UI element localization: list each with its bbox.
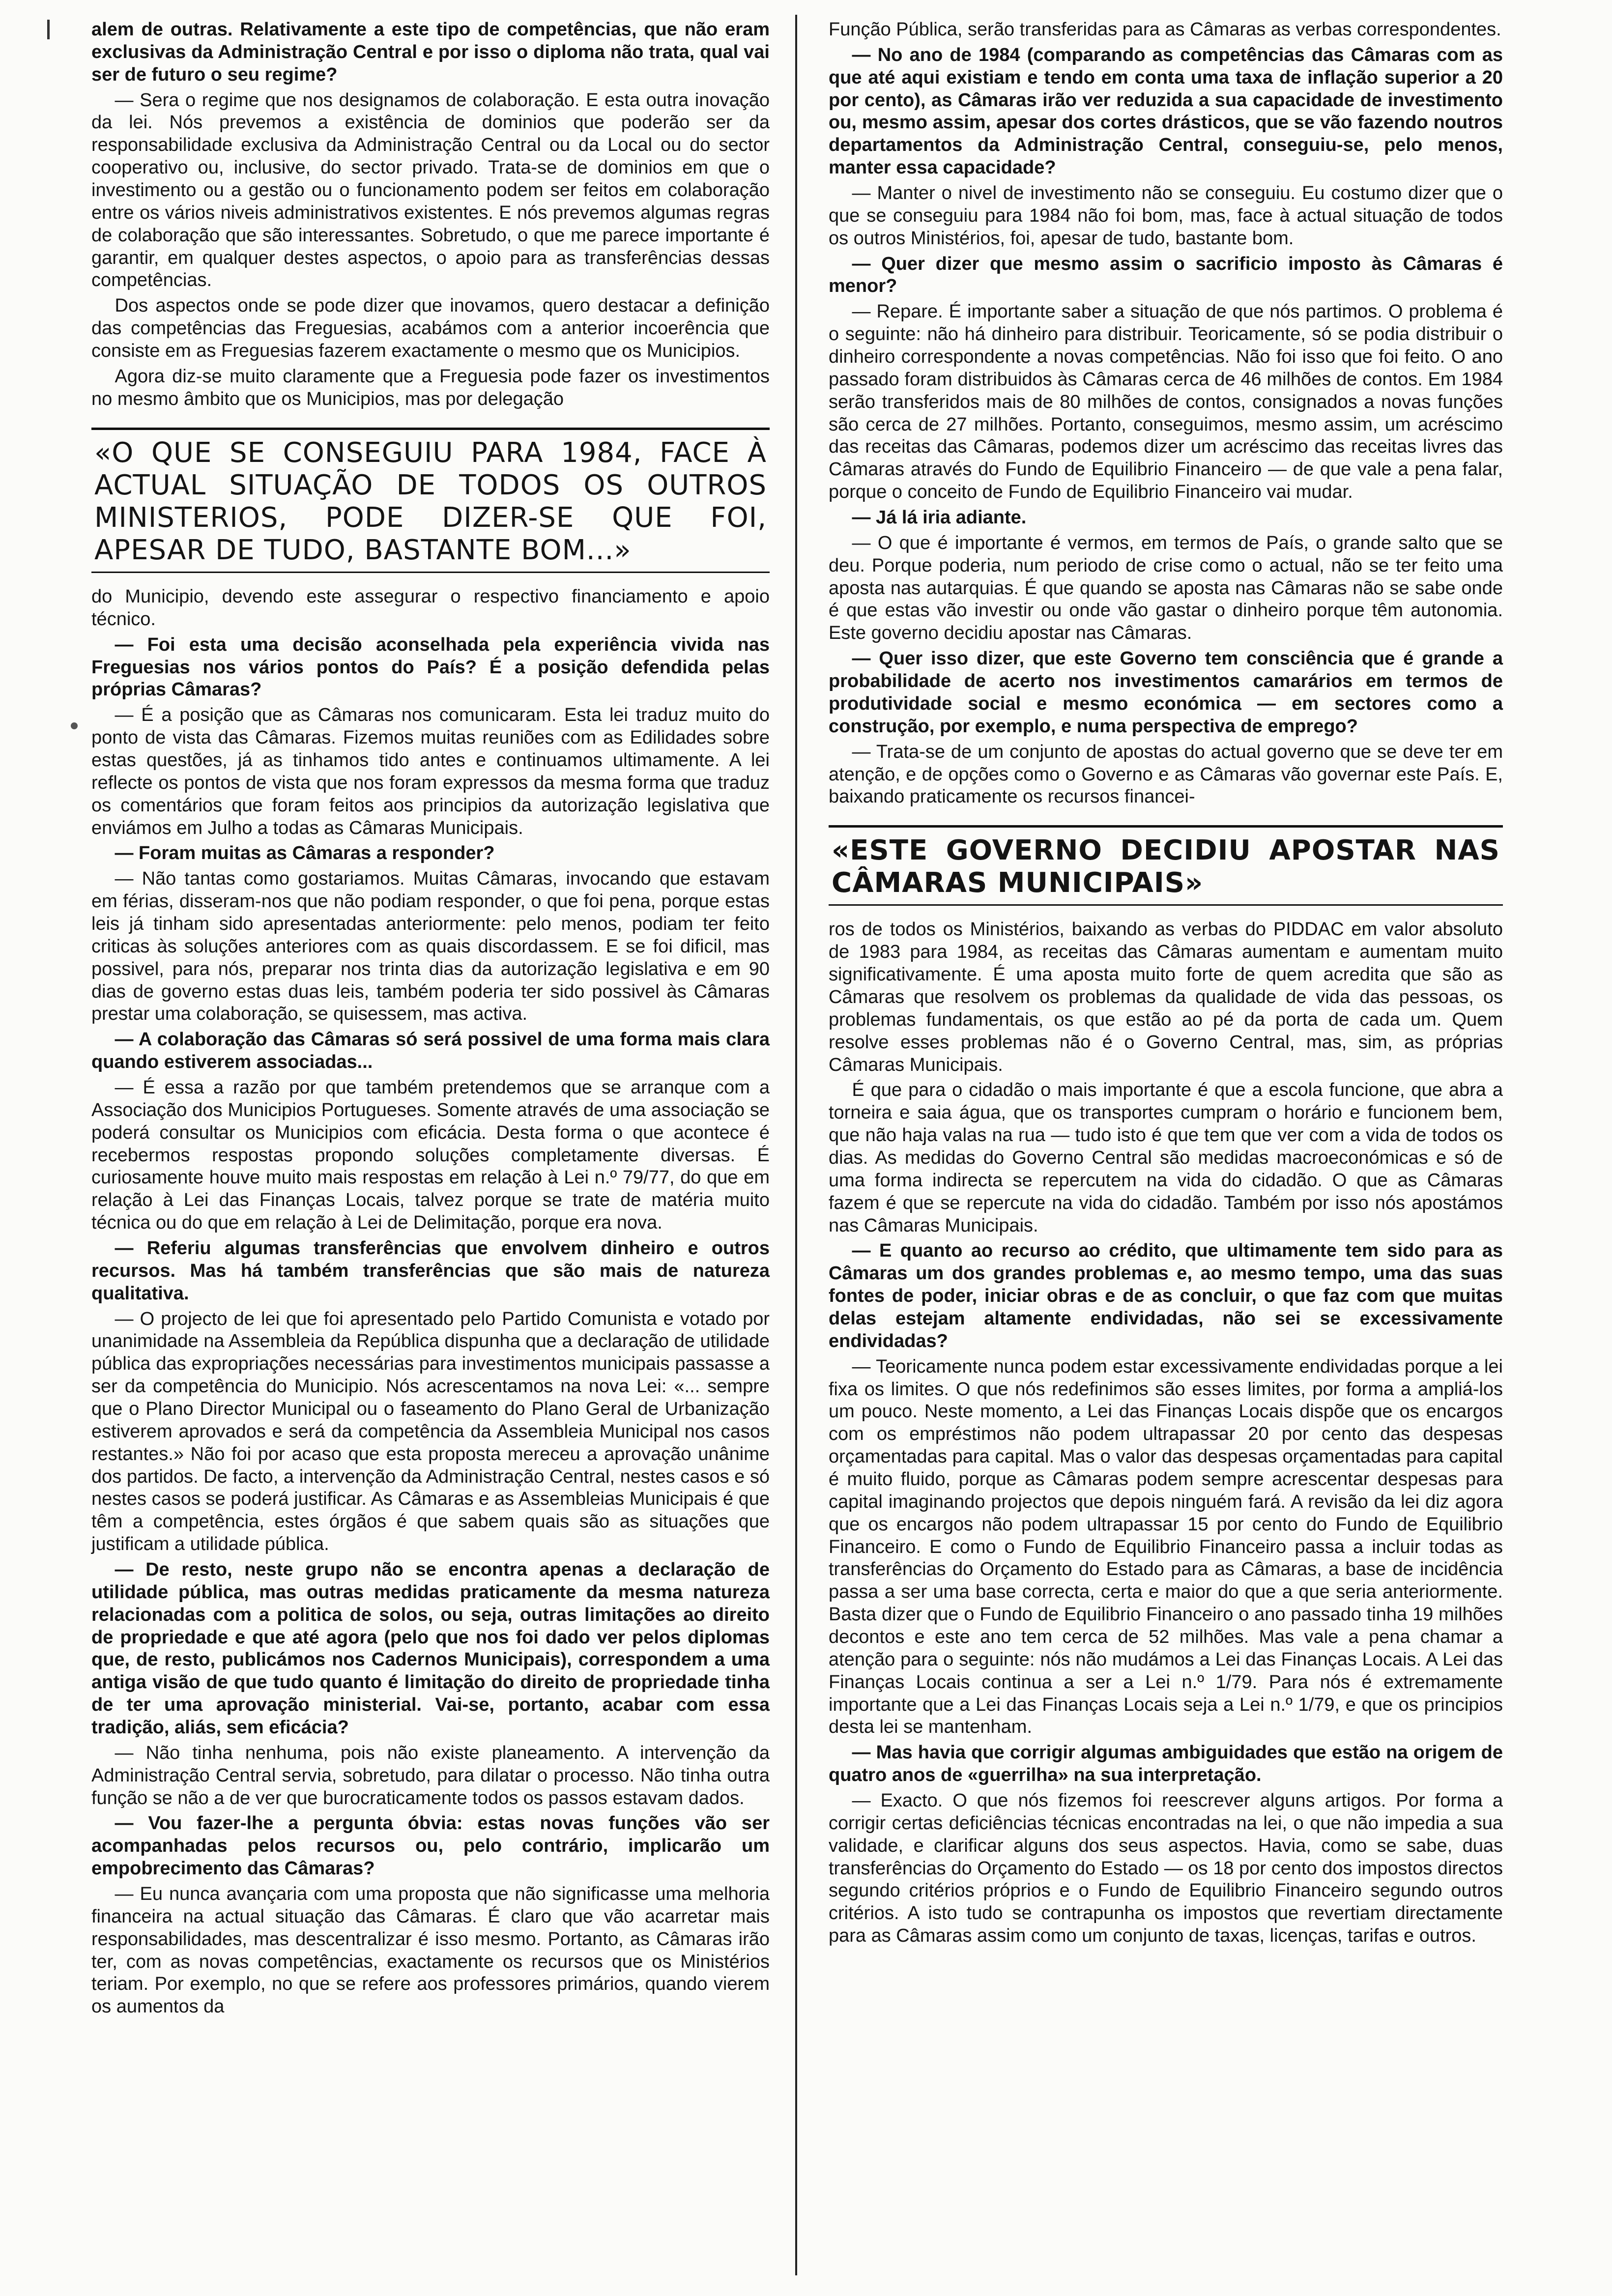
interview-question: — Foi esta uma decisão aconselhada pela experiência vivida nas Freguesias nos vários pontos do País? É a posição defendida pelas próprias Câmaras? — [91, 634, 770, 700]
interview-answer: — O projecto de lei que foi apresentado pelo Partido Comunista e votado por unanimidade na Assembleia da República dispunha que a declaração de utilidade pública das expropriações necessárias para investimentos municipais passasse a ser da competência do Municipio. Nós acrescentamos na nova Lei: «... sempre que o Plano Director Municipal ou o faseamento do Plano Geral de Urbanização estiverem aprovados e será da competência da Assembleia Municipal nos casos restantes.» Não foi por acaso que esta proposta mereceu a aprovação unânime dos partidos. De facto, a intervenção da Administração Central, nestes casos e só nestes casos se poderá justificar. As Câmaras e as Assembleias Municipais é que têm a competência, estes órgãos é que sabem quais são as situações que justificam a utilidade pública. — [91, 1308, 770, 1555]
answer-paragraph: É que para o cidadão o mais importante é que a escola funcione, que abra a torneira e saia água, que os transportes cumpram o horário e funcionem bem, que não haja valas na rua — tudo isto é que tem que ver com a vida de todos os dias. As medidas do Governo Central são medidas macroeconómicas e só de uma forma indirecta se repercutem na vida do cidadão. O que as Câmaras fazem é que se repercute na vida do cidadão. Também por isso nós apostámos nas Câmaras Municipais. — [829, 1080, 1503, 1236]
answer-paragraph: Dos aspectos onde se pode dizer que inovamos, quero destacar a definição das competências das Freguesias, acabámos com a anterior incoerência que consiste em as Freguesias fazerem exactamente o mesmo que os Municipios. — [91, 295, 770, 362]
interview-answer: — Manter o nivel de investimento não se conseguiu. Eu costumo dizer que o que se conseguiu para 1984 não foi bom, mas, face à actual situação de todos os outros Ministérios, foi, apesar de tudo, bastante bom. — [829, 183, 1503, 249]
question-continuation: alem de outras. Relativamente a este tipo de competências, que não eram exclusivas da Administração Central e por isso o diploma não trata, qual vai ser de futuro o seu regime? — [91, 19, 770, 85]
answer-paragraph: do Municipio, devendo este assegurar o respectivo financiamento e apoio técnico. — [91, 586, 770, 630]
interview-answer: — Repare. É importante saber a situação de que nós partimos. O problema é o seguinte: não há dinheiro para distribuir. Teoricamente, só se podia distribuir o dinheiro correspondente a novas competências. Não foi isso que foi feito. O ano passado foram distribuidos às Câmaras cerca de 46 milhões de contos. Em 1984 serão transferidos mais de 80 milhões de contos, consignados a novas funções são cerca de 27 milhões. Portanto, conseguimos, mesmo assim, um acréscimo das receitas das Câmaras, podemos dizer um acréscimo das receitas livres das Câmaras através do Fundo de Equilibrio Financeiro — de que vale a pena falar, porque o conceito de Fundo de Equilibrio Financeiro vai mudar. — [829, 301, 1503, 503]
interview-answer: — Teoricamente nunca podem estar excessivamente endividadas porque a lei fixa os limites. O que nós redefinimos são esses limites, por forma a ampliá-los um pouco. Neste momento, a Lei das Finanças Locais dispõe que os encargos com os empréstimos não podem ultrapassar 20 por cento das despesas orçamentadas para capital. Mas o valor das despesas orçamentadas para capital é muito fluido, porque as Câmaras podem sempre acrescentar despesas para capital imaginando projectos que depois ninguém fará. A revisão da lei diz agora que os encargos não podem ultrapassar 15 por cento do Fundo de Equilibrio Financeiro. E como o Fundo de Equilibrio Financeiro passa a incluir todas as transferências do Orçamento do Estado para as Câmaras, a base de incidência passa a ser uma base correcta, certa e maior do que a que seria anteriormente. Basta dizer que o Fundo de Equilibrio Financeiro o ano passado tinha 19 milhões decontos e este ano tem cerca de 52 milhões. Mas vale a pena chamar a atenção para o seguinte: nós não mudámos a Lei das Finanças Locais. A Lei das Finanças Locais continua a ser a Lei n.º 1/79. Para nós é extremamente importante que a Lei das Finanças Locais seja a Lei n.º 1/79, e que os principios desta lei se mantenham. — [829, 1356, 1503, 1738]
interview-question: — Foram muitas as Câmaras a responder? — [115, 843, 495, 864]
right-column — [829, 19, 1503, 1951]
pull-quote: «ESTE GOVERNO DECIDIU APOSTAR NAS CÂMARAS MUNICIPAIS» — [829, 825, 1503, 906]
interview-question: — No ano de 1984 (comparando as competências das Câmaras com as que até aqui existiam e tendo em conta uma taxa de inflação superior a 20 por cento), as Câmaras irão ver reduzida a sua capacidade de investimento ou, mesmo assim, apesar dos cortes drásticos, que se vão fazendo noutros departamentos da Administração Central, conseguiu-se, pelo menos, manter essa capacidade? — [829, 44, 1503, 178]
pull-quote: «O QUE SE CONSEGUIU PARA 1984, FACE À ACTUAL SITUAÇÃO DE TODOS OS OUTROS MINISTERIOS, PODE DIZER-SE QUE FOI, APESAR DE TUDO, BASTANTE BOM...» — [91, 428, 770, 573]
answer-paragraph: ros de todos os Ministérios, baixando as verbas do PIDDAC em valor absoluto de 1983 para 1984, as receitas das Câmaras aumentam e aumentam muito significativamente. É uma aposta muito forte de quem acredita que são as Câmaras que resolvem os problemas da qualidade de vida das pessoas, os problemas fundamentais, os que estão ao pé da porta de cada um. Quem resolve esses problemas não é o Governo Central, mas, sim, as próprias Câmaras Municipais. — [829, 919, 1503, 1075]
margin-tick-mark — [47, 20, 50, 39]
interview-question: — Vou fazer-lhe a pergunta óbvia: estas novas funções vão ser acompanhadas pelos recursos ou, pelo contrário, implicarão um empobrecimento das Câmaras? — [91, 1813, 770, 1879]
interview-question: — E quanto ao recurso ao crédito, que ultimamente tem sido para as Câmaras um dos grandes problemas e, ao mesmo tempo, uma das suas fontes de poder, iniciar obras e de as concluir, o que faz com que muitas delas estejam altamente endividadas, não sei se excessivamente endividadas? — [829, 1240, 1503, 1351]
interview-question: — Quer dizer que mesmo assim o sacrificio imposto às Câmaras é menor? — [829, 253, 1503, 297]
interview-question: — Mas havia que corrigir algumas ambiguidades que estão na origem de quatro anos de «guerrilha» na sua interpretação. — [829, 1742, 1503, 1786]
interview-answer: — O que é importante é vermos, em termos de País, o grande salto que se deu. Porque poderia, num periodo de crise como o actual, não se ter feito uma aposta nas autarquias. É que quando se aposta nas Câmaras não se sabe onde é que estas vão investir ou onde vão gastar o dinheiro porque têm autonomia. Este governo decidiu apostar nas Câmaras. — [829, 532, 1503, 644]
answer-paragraph: Função Pública, serão transferidas para as Câmaras as verbas correspondentes. — [829, 19, 1501, 40]
interview-answer: — Eu nunca avançaria com uma proposta que não significasse uma melhoria financeira na actual situação das Câmaras. É claro que vão acarretar mais responsabilidades, mas descentralizar é isso mesmo. Portanto, as Câmaras irão ter, com as novas competências, exactamente os recursos que os Ministérios teriam. Por exemplo, no que se refere aos professores primários, quando vierem os aumentos da — [91, 1884, 770, 2017]
interview-answer: — Trata-se de um conjunto de apostas do actual governo que se deve ter em atenção, e de opções como o Governo e as Câmaras vão governar este País. E, baixando praticamente os recursos financei- — [829, 741, 1503, 807]
interview-question: — Já lá iria adiante. — [852, 507, 1027, 528]
interview-question: — A colaboração das Câmaras só será possivel de uma forma mais clara quando estiverem associadas... — [91, 1029, 770, 1073]
margin-dot-mark — [71, 722, 78, 729]
interview-answer: — Não tinha nenhuma, pois não existe planeamento. A intervenção da Administração Central servia, sobretudo, para dilatar o processo. Não tinha outra função se não a de ver que burocraticamente todos os passos estavam dados. — [91, 1742, 770, 1808]
interview-question: — De resto, neste grupo não se encontra apenas a declaração de utilidade pública, mas outras medidas praticamente da mesma natureza relacionadas com a politica de solos, ou seja, outras limitações ao direito de propriedade e que até agora (pelo que nos foi dado ver pelos diplomas que, de resto, publicámos nos Cadernos Municipais), correspondem a uma antiga visão de que tudo quanto é limitação do direito de propriedade tinha de ter uma aprovação ministerial. Vai-se, portanto, acabar com essa tradição, aliás, sem eficácia? — [91, 1559, 770, 1738]
interview-answer: — É a posição que as Câmaras nos comunicaram. Esta lei traduz muito do ponto de vista das Câmaras. Fizemos muitas reuniões com as Edilidades sobre estas questões, já as tinhamos tido antes e continuamos ultimamente. A lei reflecte os pontos de vista que nos foram expressos da mesma forma que traduz os comentários que foram feitos aos principios da autorização legislativa que enviámos em Julho a todas as Câmaras Municipais. — [91, 705, 770, 838]
interview-question: — Quer isso dizer, que este Governo tem consciência que é grande a probabilidade de acerto nos investimentos camarários em termos de produtividade social e mesmo económica — em sectores como a construção, por exemplo, e numa perspectiva de emprego? — [829, 648, 1503, 737]
interview-answer: — Não tantas como gostariamos. Muitas Câmaras, invocando que estavam em férias, disseram-nos que não podiam responder, o que foi pena, porque estas leis já tinham sido apresentadas anteriormente: pelo menos, podiam ter feito criticas às soluções anteriores com as quais discordassem. E se foi dificil, mas possivel, para nós, preparar nos trinta dias da autorização legislativa e em 90 dias de governo estas duas leis, também poderia ter sido possivel às Câmaras prestar uma colaboração, se quisessem, mas activa. — [91, 868, 770, 1025]
column-divider — [795, 15, 797, 2275]
left-column — [91, 19, 770, 2021]
answer-paragraph: — Sera o regime que nos designamos de colaboração. E esta outra inovação da lei. Nós prevemos a existência de dominios que poderão ser da responsabilidade exclusiva da Administração Central ou da Local ou do sector cooperativo ou, inclusive, do sector privado. Trata-se de dominios em que o investimento ou a gestão ou o funcionamento podem ser feitos em colaboração entre os vários niveis administrativos existentes. E nós prevemos algumas regras de colaboração que são interessantes. Sobretudo, o que me parece importante é garantir, em qualquer destes aspectos, o apoio para as transferências dessas competências. — [91, 89, 770, 291]
interview-question: — Referiu algumas transferências que envolvem dinheiro e outros recursos. Mas há também transferências que são mais de natureza qualitativa. — [91, 1237, 770, 1304]
interview-answer: — É essa a razão por que também pretendemos que se arranque com a Associação dos Municipios Portugueses. Somente através de uma associação se poderá consultar os Municipios com eficácia. Desta forma o que acontece é recebermos respostas propondo soluções completamente diversas. É curiosamente houve muito mais respostas em relação à Lei n.º 79/77, do que em relação à Lei das Finanças Locais, talvez porque se trate de matéria muito técnica ou do que em relação à Lei de Delimitação, porque era nova. — [91, 1077, 770, 1234]
answer-paragraph: Agora diz-se muito claramente que a Freguesia pode fazer os investimentos no mesmo âmbito que os Municipios, mas por delegação — [91, 366, 770, 409]
interview-answer: — Exacto. O que nós fizemos foi reescrever alguns artigos. Por forma a corrigir certas deficiências técnicas encontradas na lei, o que não impedia a sua validade, e clarificar alguns dos seus aspectos. Havia, como se sabe, duas transferências do Orçamento do Estado — os 18 por cento dos impostos directos segundo critérios próprios e o Fundo de Equilibrio Financeiro segundo outros critérios. A isto tudo se contrapunha os impostos que revertiam directamente para as Câmaras assim como um conjunto de taxas, licenças, tarifas e outros. — [829, 1790, 1503, 1947]
